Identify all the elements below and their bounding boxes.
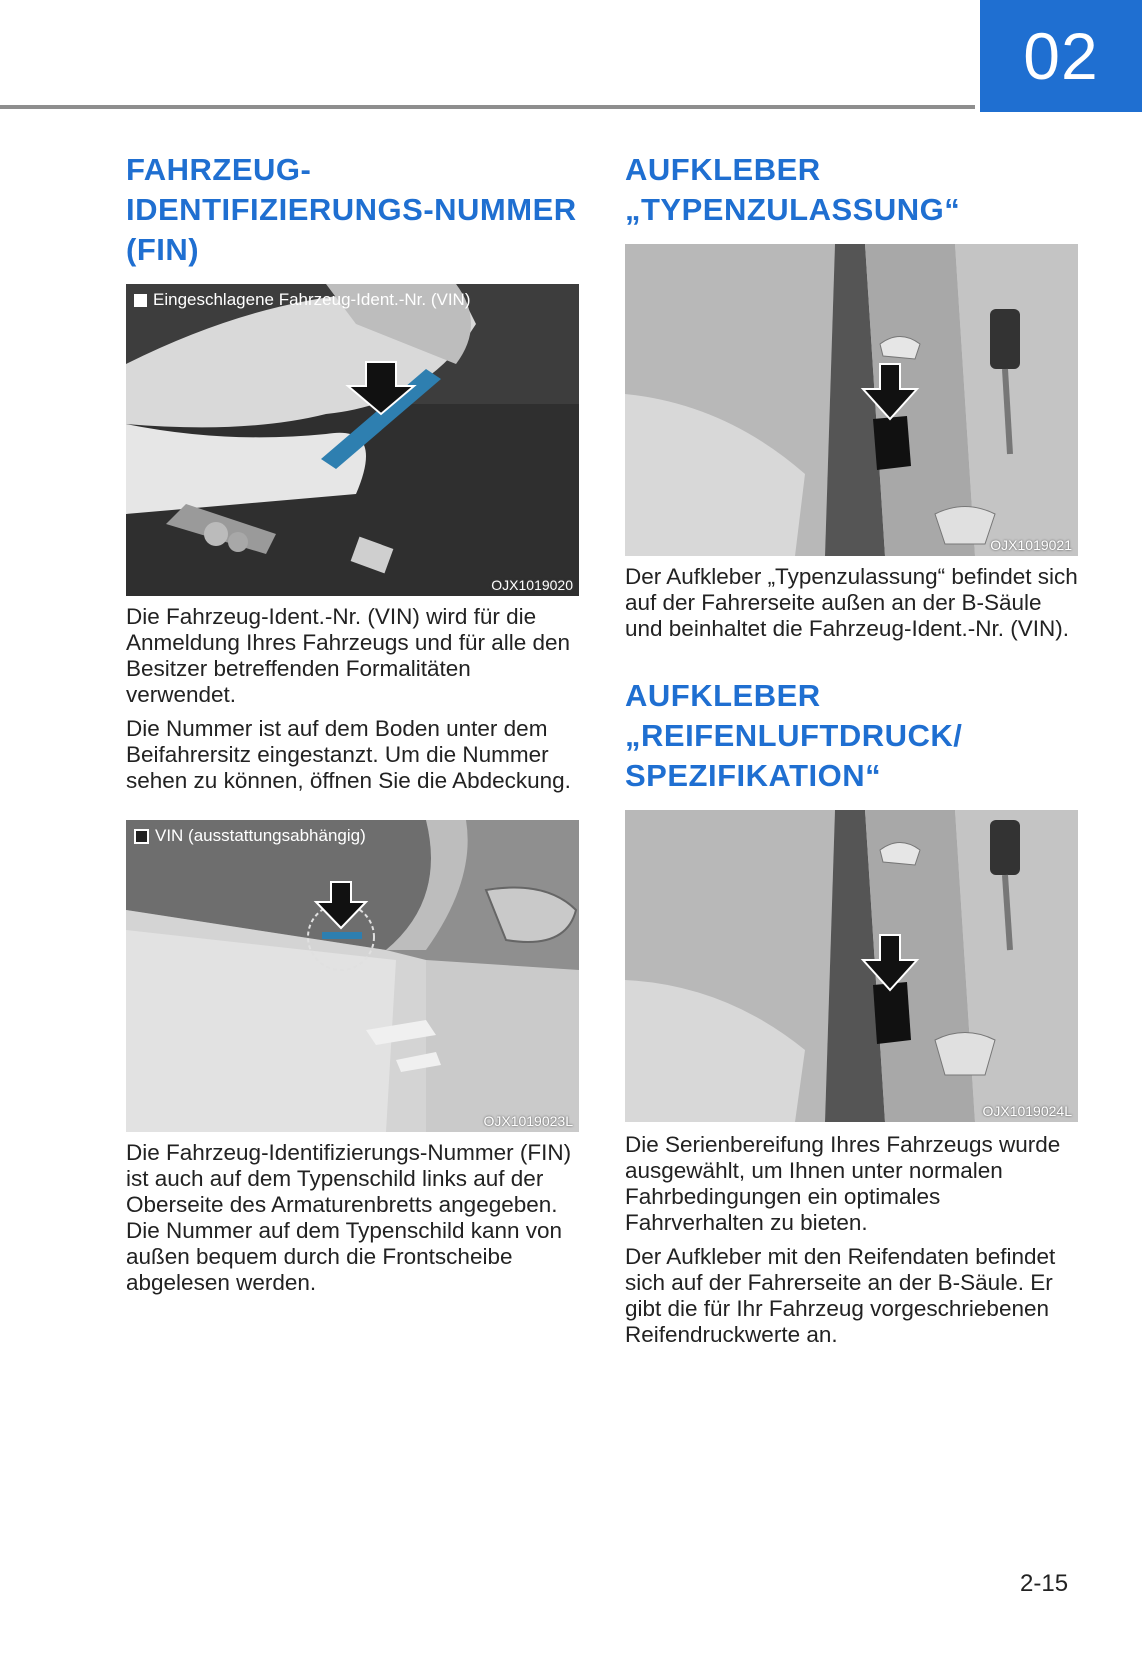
right-column xyxy=(625,150,1080,1348)
section-title-vin xyxy=(126,150,581,270)
header-rule xyxy=(0,105,975,109)
figure-stamped-vin xyxy=(126,284,579,596)
section-title-type-approval xyxy=(625,150,1080,230)
title-line: „TYPENZULASSUNG“ xyxy=(625,192,961,227)
figure-label xyxy=(134,826,366,846)
label-square-icon xyxy=(134,294,147,307)
paragraph: Der Aufkleber mit den Reifendaten befindet sich auf der Fahrerseite an der B-Säule. Er gibt die für Ihr Fahrzeug vorgeschriebenen Reifendruckwerte an. xyxy=(625,1244,1056,1347)
paragraph: Der Aufkleber „Typenzulassung“ befindet sich auf der Fahrerseite außen an der B-Säule und beinhaltet die Fahrzeug-Ident.-Nr. (VIN). xyxy=(625,564,1078,641)
paragraph: Die Serienbereifung Ihres Fahrzeugs wurde ausgewählt, um Ihnen unter normalen Fahrbedingungen ein optimales Fahrverhalten zu bieten. xyxy=(625,1132,1061,1235)
title-line: IDENTIFIZIERUNGS-NUMMER xyxy=(126,192,577,227)
title-line: FAHRZEUG- xyxy=(126,152,312,187)
label-square-icon xyxy=(134,829,149,844)
page-number: 2-15 xyxy=(1020,1570,1069,1597)
figure-code: OJX1019023L xyxy=(483,1113,573,1129)
paragraph: Die Fahrzeug-Identifizierungs-Nummer (FIN) ist auch auf dem Typenschild links auf der Oberseite des Armaturenbretts angegeben. Die Nummer auf dem Typenschild kann von außen bequem durch die Frontscheibe abgelesen werden. xyxy=(126,1140,572,1295)
figure-code: OJX1019024L xyxy=(982,1103,1072,1119)
figure-label-text: VIN (ausstattungsabhängig) xyxy=(155,826,366,845)
figure-label xyxy=(134,290,471,310)
figure-tire-pressure-label xyxy=(625,810,1078,1122)
figure-vin-windshield xyxy=(126,820,579,1132)
section-title-tire-pressure xyxy=(625,676,1080,796)
b-pillar-illustration xyxy=(625,810,1078,1122)
paragraph: Die Nummer ist auf dem Boden unter dem Beifahrersitz eingestanzt. Um die Nummer sehen zu können, öffnen Sie die Abdeckung. xyxy=(126,716,571,793)
figure-code: OJX1019021 xyxy=(990,537,1072,553)
title-line: „REIFENLUFTDRUCK/ xyxy=(625,718,963,753)
title-line: AUFKLEBER xyxy=(625,678,821,713)
title-line: SPEZIFIKATION“ xyxy=(625,758,882,793)
title-line: AUFKLEBER xyxy=(625,152,821,187)
left-column xyxy=(126,150,581,1296)
figure-label-text: Eingeschlagene Fahrzeug-Ident.-Nr. (VIN) xyxy=(153,290,471,309)
figure-code: OJX1019020 xyxy=(491,577,573,593)
windshield-illustration xyxy=(126,820,579,1132)
chapter-tab: 02 xyxy=(980,0,1142,112)
figure-type-approval-label xyxy=(625,244,1078,556)
paragraph: Die Fahrzeug-Ident.-Nr. (VIN) wird für die Anmeldung Ihres Fahrzeugs und für alle den Besitzer betreffenden Formalitäten verwendet. xyxy=(126,604,571,707)
title-line: (FIN) xyxy=(126,232,200,267)
b-pillar-illustration xyxy=(625,244,1078,556)
seat-floor-illustration xyxy=(126,284,579,596)
